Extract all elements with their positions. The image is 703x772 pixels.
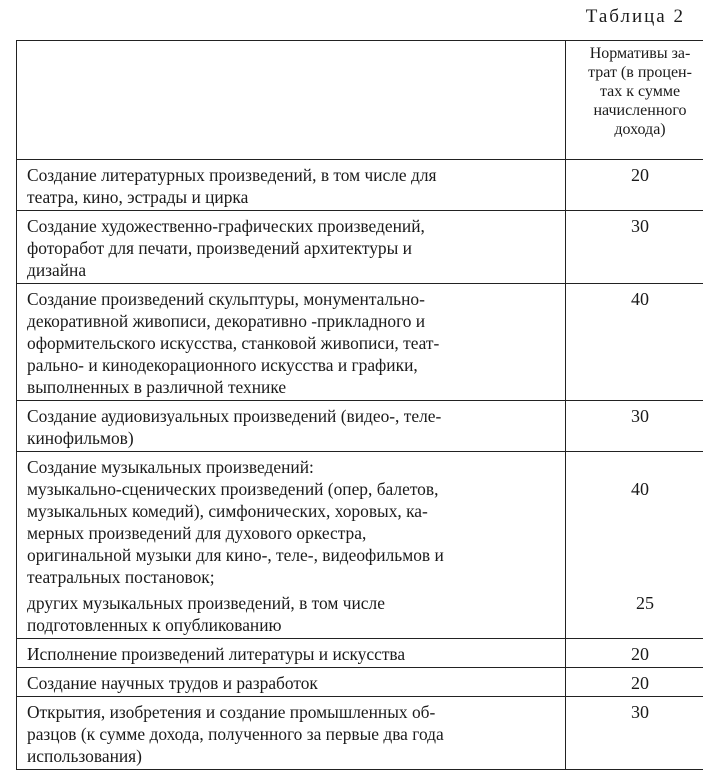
- norms-table: [16, 40, 703, 770]
- norm-value: 40: [631, 289, 649, 309]
- activity-line: оригинальной музыки для кино-, теле-, видеофильмов и: [27, 545, 444, 565]
- activity-line: Создание музыкальных произведений:: [27, 457, 314, 477]
- norm-value: 25: [636, 593, 654, 613]
- table-row: [17, 211, 703, 284]
- activity-line: подготовленных к опубликованию: [27, 615, 282, 635]
- activity-cell: [17, 401, 566, 452]
- activity-line: разцов (к сумме дохода, полученного за первые два года: [27, 724, 444, 744]
- header-line: тах к сумме: [599, 83, 681, 100]
- norm-value: 20: [631, 644, 649, 664]
- norm-value-cell: [566, 639, 703, 668]
- header-cell-activity: [17, 41, 566, 160]
- table-row: [17, 160, 703, 211]
- norm-value-cell: [566, 697, 703, 770]
- table-row: [17, 452, 703, 639]
- activity-cell: [17, 668, 566, 697]
- header-line: трат (в процен-: [588, 64, 692, 81]
- norm-value: 20: [631, 165, 649, 185]
- activity-line: фоторабот для печати, произведений архитектуры и: [27, 238, 412, 258]
- header-cell-norms: [566, 41, 703, 160]
- norm-value: 40: [631, 479, 649, 499]
- norm-value-cell: [566, 211, 703, 284]
- table-row: [17, 697, 703, 770]
- table-caption: Таблица 2: [585, 6, 685, 27]
- norm-value: 30: [631, 702, 649, 722]
- norm-value: 30: [631, 216, 649, 236]
- activity-line: Создание аудиовизуальных произведений (видео-, теле-: [27, 406, 442, 426]
- norm-value-cell: [566, 401, 703, 452]
- activity-cell: [17, 160, 566, 211]
- norm-value-cell: [566, 284, 703, 401]
- header-line: начисленного: [593, 102, 687, 119]
- activity-cell: [17, 284, 566, 401]
- activity-line: Создание научных трудов и разработок: [27, 673, 318, 693]
- table-row: [17, 668, 703, 697]
- activity-line: декоративной живописи, декоративно -прикладного и: [27, 311, 426, 331]
- norm-value-cell: [566, 160, 703, 211]
- activity-line: других музыкальных произведений, в том числе: [27, 593, 385, 613]
- activity-line: Открытия, изобретения и создание промышленных об-: [27, 702, 436, 722]
- activity-line: музыкально-сценических произведений (опер, балетов,: [27, 479, 439, 499]
- activity-cell: [17, 639, 566, 668]
- activity-line: Создание произведений скульптуры, монументально-: [27, 289, 425, 309]
- activity-line: музыкальных комедий), симфонических, хоровых, ка-: [27, 501, 428, 521]
- activity-line: дизайна: [27, 260, 87, 280]
- activity-line: театральных постановок;: [27, 567, 215, 587]
- header-line: Нормативы за-: [589, 45, 691, 62]
- table-row: [17, 284, 703, 401]
- norm-value-cell: [566, 668, 703, 697]
- activity-cell: [17, 452, 566, 639]
- activity-line: театра, кино, эстрады и цирка: [27, 187, 249, 207]
- activity-line: Исполнение произведений литературы и искусства: [27, 644, 406, 664]
- table-header-row: [17, 41, 703, 160]
- activity-line: мерных произведений для духового оркестра,: [27, 523, 367, 543]
- norm-value-cell: [566, 452, 703, 639]
- table-row: [17, 401, 703, 452]
- activity-cell: [17, 211, 566, 284]
- activity-line: оформительского искусства, станковой живописи, теат-: [27, 333, 440, 353]
- activity-line: рально- и кинодекорационного искусства и графики,: [27, 355, 418, 375]
- activity-cell: [17, 697, 566, 770]
- header-line: дохода): [614, 121, 666, 138]
- activity-line: выполненных в различной технике: [27, 377, 287, 397]
- activity-line: кинофильмов): [27, 428, 134, 448]
- activity-line: Создание художественно-графических произведений,: [27, 216, 425, 236]
- table-row: [17, 639, 703, 668]
- activity-line: Создание литературных произведений, в том числе для: [27, 165, 437, 185]
- activity-line: использования): [27, 746, 142, 766]
- norm-value: 30: [631, 406, 649, 426]
- norm-value: 20: [631, 673, 649, 693]
